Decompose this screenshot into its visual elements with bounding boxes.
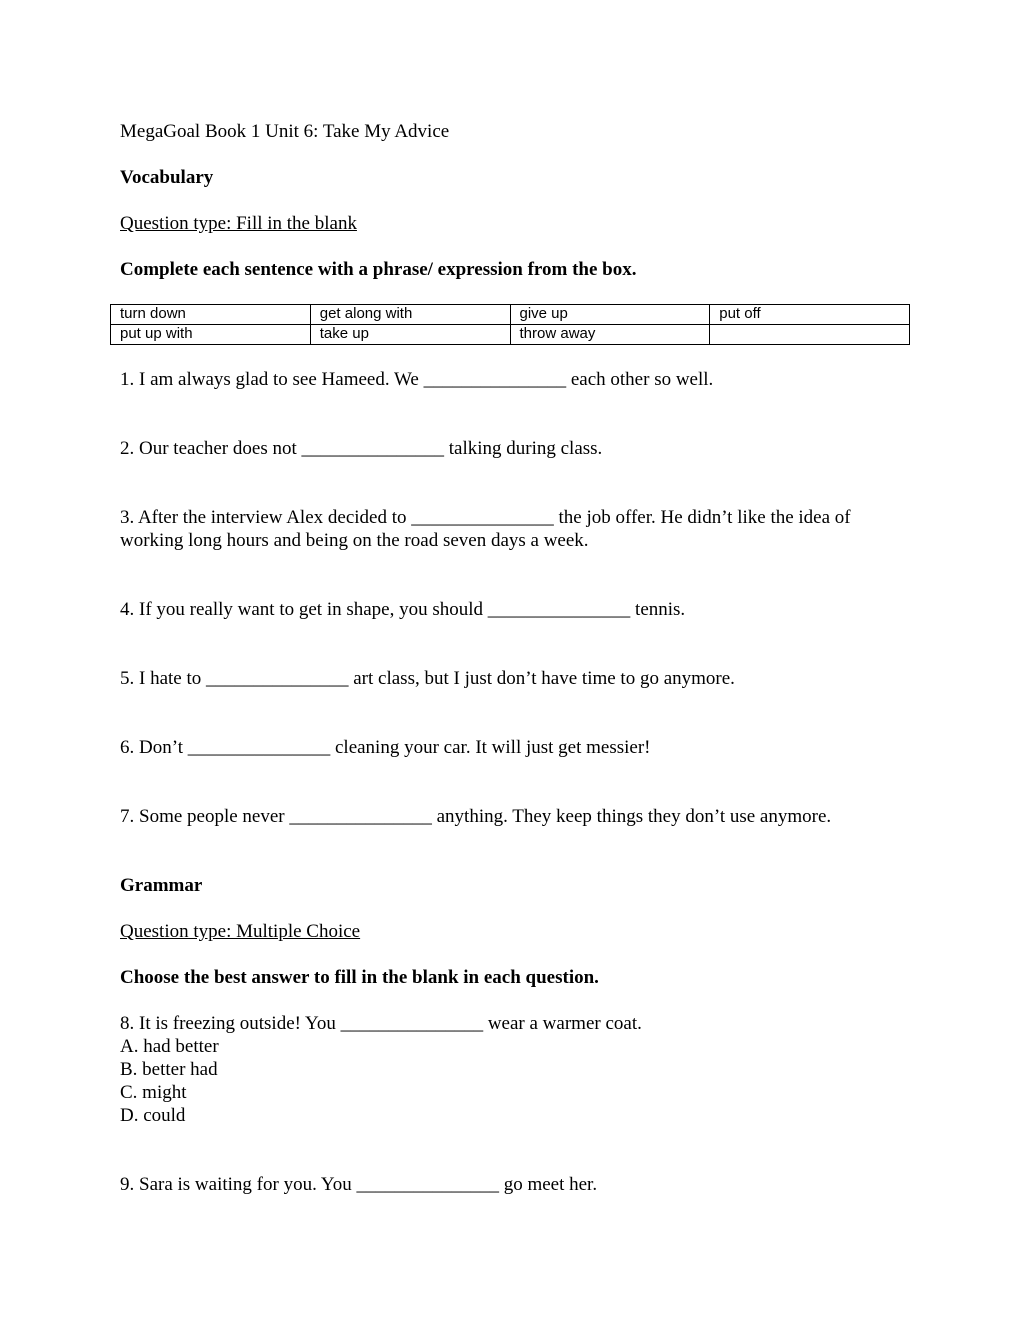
question-1: 1. I am always glad to see Hameed. We _______________ each other so well. — [120, 369, 714, 390]
answer-option-c: C. might — [120, 1082, 187, 1103]
word-box-cell: put up with — [111, 325, 311, 345]
question-6: 6. Don’t _______________ cleaning your car. It will just get messier! — [120, 737, 651, 758]
question-8-stem: 8. It is freezing outside! You _______________ wear a warmer coat. — [120, 1013, 642, 1034]
word-box-cell: put off — [710, 305, 910, 325]
word-box-cell: throw away — [510, 325, 710, 345]
word-box-cell: take up — [310, 325, 510, 345]
answer-option-a: A. had better — [120, 1036, 219, 1057]
vocabulary-question-type: Question type: Fill in the blank — [120, 213, 357, 234]
word-box-cell: turn down — [111, 305, 311, 325]
grammar-instruction: Choose the best answer to fill in the blank in each question. — [120, 967, 599, 988]
word-box-cell — [710, 325, 910, 345]
grammar-heading: Grammar — [120, 875, 203, 896]
word-box-cell: get along with — [310, 305, 510, 325]
question-2: 2. Our teacher does not _______________ talking during class. — [120, 438, 603, 459]
word-box-row — [111, 325, 910, 345]
vocabulary-instruction: Complete each sentence with a phrase/ expression from the box. — [120, 259, 637, 280]
question-8 — [120, 1012, 910, 1127]
question-3: 3. After the interview Alex decided to _______________ the job offer. He didn’t like the idea of working long hours and being on the road seven days a week. — [120, 507, 851, 551]
vocabulary-heading: Vocabulary — [120, 167, 214, 188]
document-title: MegaGoal Book 1 Unit 6: Take My Advice — [120, 121, 450, 142]
question-9: 9. Sara is waiting for you. You _______________ go meet her. — [120, 1174, 598, 1195]
question-4: 4. If you really want to get in shape, you should _______________ tennis. — [120, 599, 686, 620]
grammar-question-type: Question type: Multiple Choice — [120, 921, 361, 942]
answer-option-d: D. could — [120, 1105, 186, 1126]
word-box-cell: give up — [510, 305, 710, 325]
question-7: 7. Some people never _______________ anything. They keep things they don’t use anymore. — [120, 806, 832, 827]
word-box-row — [111, 305, 910, 325]
answer-option-b: B. better had — [120, 1059, 218, 1080]
question-5: 5. I hate to _______________ art class, but I just don’t have time to go anymore. — [120, 668, 735, 689]
word-box — [110, 304, 910, 345]
